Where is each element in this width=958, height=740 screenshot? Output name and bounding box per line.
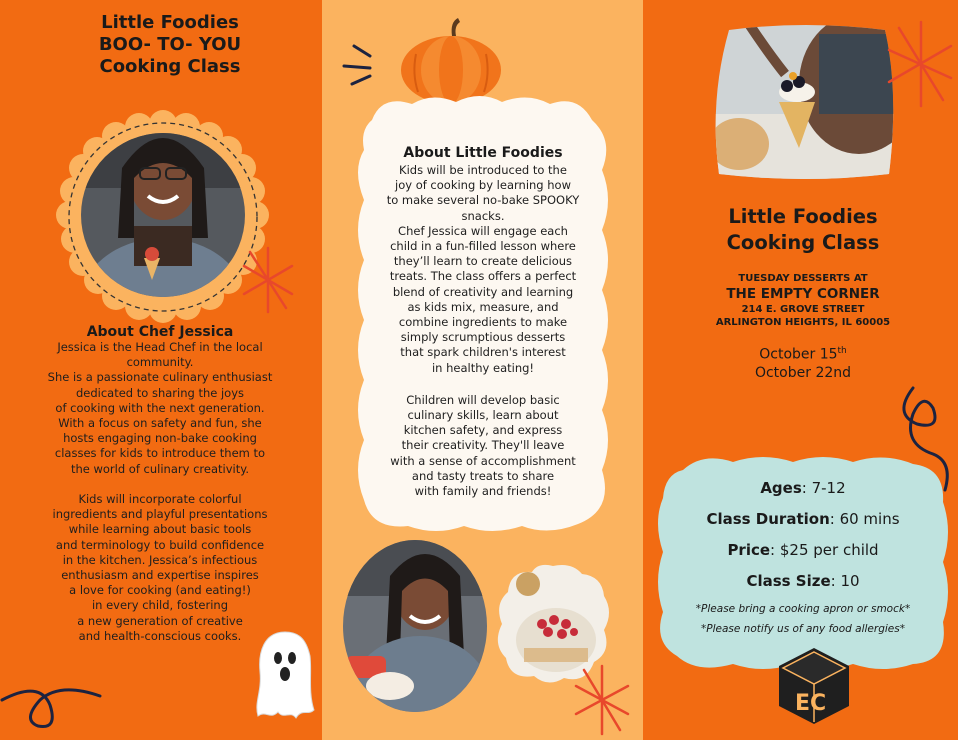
about-line: blend of creativity and learning xyxy=(392,284,574,299)
info-value: : 7-12 xyxy=(801,479,846,497)
title-line-1: Little Foodies xyxy=(101,12,239,33)
venue-name: THE EMPTY CORNER xyxy=(726,286,880,302)
class-title-line: Little Foodies xyxy=(728,205,878,228)
info-price xyxy=(653,541,953,559)
about-line: with a sense of accomplishment xyxy=(390,453,576,468)
note-allergies: *Please notify us of any food allergies* xyxy=(701,623,905,635)
about-line: combine ingredients to make xyxy=(398,315,568,330)
about-spacer xyxy=(352,376,614,393)
about-line: as kids mix, measure, and xyxy=(407,299,559,314)
info-value: : 10 xyxy=(830,572,860,590)
bio-line: in the kitchen. Jessica’s infectious xyxy=(62,552,258,567)
about-line: treats. The class offers a perfect xyxy=(389,269,577,284)
dash-marks-icon xyxy=(340,40,390,90)
about-line: they’ll learn to create delicious xyxy=(393,254,573,269)
bio-line: community. xyxy=(126,355,194,370)
starburst-icon xyxy=(240,246,296,314)
cube-logo-icon xyxy=(775,646,853,726)
bio-line: ingredients and playful presentations xyxy=(52,507,268,522)
info-value: : $25 per child xyxy=(770,541,879,559)
ghost-icon xyxy=(250,628,320,723)
info-label: Ages xyxy=(760,479,802,497)
bio-line: in every child, fostering xyxy=(91,598,229,613)
about-heading: About Little Foodies xyxy=(403,145,563,161)
about-line: in healthy eating! xyxy=(431,360,535,375)
date-1-text: October 15 xyxy=(759,346,838,363)
bio-line: With a focus on safety and fun, she xyxy=(58,416,262,431)
about-line: to make several no-bake SPOOKY xyxy=(386,193,580,208)
about-line: snacks. xyxy=(461,208,505,223)
bio-line: a love for cooking (and eating!) xyxy=(69,583,251,598)
about-line: child in a fun-filled lesson where xyxy=(390,239,576,254)
bio-line: classes for kids to introduce them to xyxy=(54,446,266,461)
about-text xyxy=(352,163,614,499)
info-label: Class Duration xyxy=(706,510,830,528)
dates-block xyxy=(673,342,933,382)
bio-line: Jessica is the Head Chef in the local xyxy=(57,340,263,354)
brochure-title xyxy=(60,12,280,78)
bio-line: enthusiasm and expertise inspires xyxy=(61,568,259,583)
title-line-2: BOO- TO- YOU xyxy=(98,34,242,55)
bio-line: hosts engaging non-bake cooking xyxy=(63,431,257,446)
address-line-2: ARLINGTON HEIGHTS, IL 60005 xyxy=(715,317,891,328)
venue-pre: TUESDAY DESSERTS AT xyxy=(738,273,868,284)
info-value: : 60 mins xyxy=(829,510,900,528)
right-panel xyxy=(643,0,958,740)
about-line: their creativity. They'll leave xyxy=(401,438,565,453)
date-1 xyxy=(673,342,933,364)
about-line: that spark children's interest xyxy=(400,345,566,360)
bio-line: of cooking with the next generation. xyxy=(55,400,265,415)
venue-block xyxy=(673,272,933,329)
info-class-size xyxy=(653,572,953,590)
dessert-photo xyxy=(709,24,901,182)
swirl-icon xyxy=(0,660,110,740)
bio-line: and health-conscious cooks. xyxy=(78,628,242,643)
bio-line: and terminology to build confidence xyxy=(55,537,265,552)
logo-letters: EC xyxy=(795,691,827,716)
info-ages xyxy=(653,479,953,497)
about-line: simply scrumptious desserts xyxy=(400,330,566,345)
title-line-3: Cooking Class xyxy=(99,56,241,77)
left-panel xyxy=(0,0,322,740)
bio-line: the world of culinary creativity. xyxy=(70,461,250,476)
about-line: Kids will be introduced to the xyxy=(399,163,567,177)
middle-panel xyxy=(322,0,643,740)
class-title xyxy=(673,204,933,256)
bio-line: dedicated to sharing the joys xyxy=(75,385,245,400)
bio-line: She is a passionate culinary enthusiast xyxy=(47,370,273,385)
about-line: and tasty treats to share xyxy=(411,468,555,483)
starburst-icon xyxy=(885,20,955,108)
about-line: kitchen safety, and express xyxy=(403,423,563,438)
info-duration xyxy=(653,510,953,528)
date-2: October 22nd xyxy=(754,364,852,381)
info-label: Class Size xyxy=(746,572,831,590)
date-1-suffix: th xyxy=(837,346,847,356)
about-line: joy of cooking by learning how xyxy=(395,178,571,193)
bio-spacer xyxy=(20,477,300,492)
starburst-icon xyxy=(572,664,632,736)
class-title-line: Cooking Class xyxy=(726,231,880,254)
about-line: Children will develop basic xyxy=(406,392,560,407)
note-apron: *Please bring a cooking apron or smock* xyxy=(695,603,911,615)
class-info xyxy=(653,479,953,643)
info-label: Price xyxy=(727,541,771,559)
about-line: Chef Jessica will engage each xyxy=(398,223,568,238)
chef-heading: About Chef Jessica xyxy=(86,324,234,340)
about-line: with family and friends! xyxy=(414,484,552,499)
about-line: culinary skills, learn about xyxy=(407,408,559,423)
bio-line: a new generation of creative xyxy=(77,613,243,628)
address-line-1: 214 E. GROVE STREET xyxy=(741,304,865,315)
chef-action-photo xyxy=(340,536,490,716)
bio-line: Kids will incorporate colorful xyxy=(78,492,242,507)
bio-line: while learning about basic tools xyxy=(68,522,252,537)
chef-bio xyxy=(20,340,300,644)
